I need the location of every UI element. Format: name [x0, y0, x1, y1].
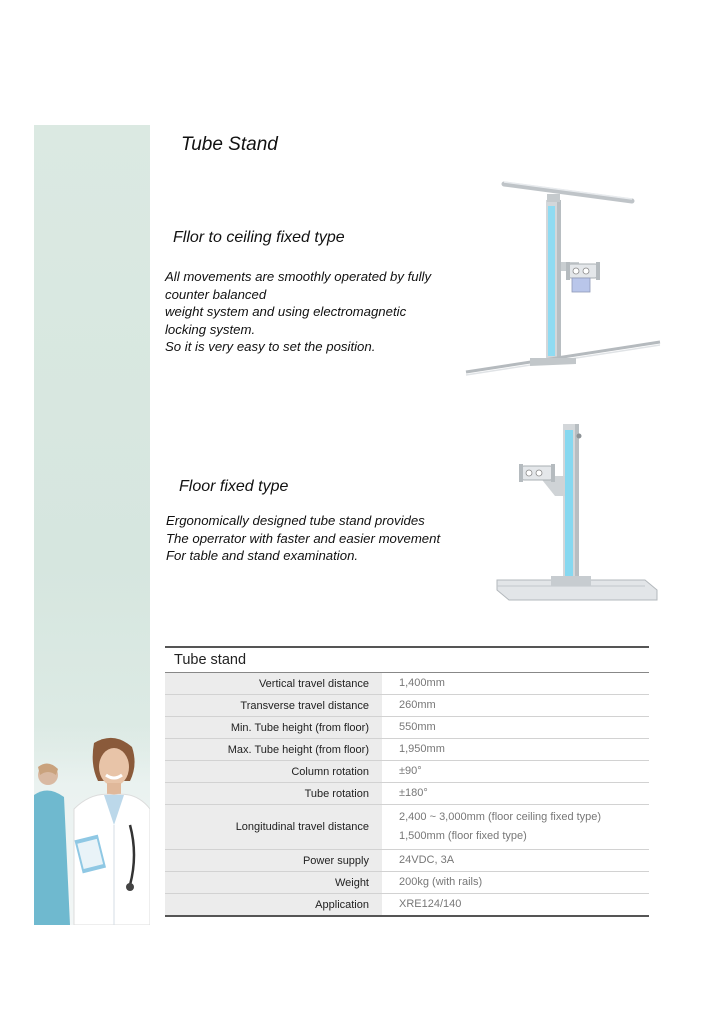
spec-value	[382, 894, 649, 915]
description-line: For table and stand examination.	[166, 548, 359, 563]
spec-value	[382, 783, 649, 804]
spec-value	[382, 673, 649, 694]
spec-label: Transverse travel distance	[165, 695, 382, 716]
spec-value-text: 1,400mm	[399, 677, 445, 689]
table-row	[165, 717, 649, 739]
table-row	[165, 850, 649, 872]
spec-value	[382, 805, 649, 849]
side-band	[34, 125, 150, 925]
spec-value-text: 260mm	[399, 699, 436, 711]
spec-label: Max. Tube height (from floor)	[165, 739, 382, 760]
table-row	[165, 695, 649, 717]
spec-value-text: 1,950mm	[399, 743, 445, 755]
description-line: locking system.	[165, 321, 256, 337]
table-row	[165, 783, 649, 805]
ceiling-type-heading: Fllor to ceiling fixed type	[173, 229, 345, 246]
description-line: Ergonomically designed tube stand provides	[166, 513, 425, 528]
floor-type-heading: Floor fixed type	[179, 478, 289, 495]
spec-label: Application	[165, 894, 382, 915]
spec-table-caption: Tube stand	[165, 648, 649, 673]
spec-value-text: ±180°	[399, 787, 428, 799]
floor-type-description	[166, 512, 440, 565]
spec-value	[382, 695, 649, 716]
table-row	[165, 761, 649, 783]
doctor-photo	[34, 725, 150, 925]
spec-value	[382, 739, 649, 760]
floor-tube-stand-illustration	[495, 420, 661, 606]
table-row	[165, 805, 649, 850]
description-line: The operrator with faster and easier movement	[166, 530, 441, 546]
spec-value-text: 200kg (with rails)	[399, 876, 483, 888]
page-title: Tube Stand	[181, 134, 278, 155]
spec-value	[382, 872, 649, 893]
spec-label: Power supply	[165, 850, 382, 871]
spec-label: Longitudinal travel distance	[165, 805, 382, 849]
spec-value-text: 2,400 ~ 3,000mm (floor ceiling fixed type)	[399, 811, 602, 823]
spec-label: Column rotation	[165, 761, 382, 782]
spec-label: Weight	[165, 872, 382, 893]
spec-value-text: ±90°	[399, 765, 422, 777]
spec-value-text: 1,500mm (floor fixed type)	[399, 830, 527, 842]
spec-table	[165, 646, 649, 917]
spec-value	[382, 850, 649, 871]
ceiling-type-description	[165, 268, 431, 356]
table-row	[165, 739, 649, 761]
description-line: So it is very easy to set the position.	[165, 339, 376, 354]
spec-value	[382, 717, 649, 738]
spec-value-text: XRE124/140	[399, 898, 462, 910]
spec-value	[382, 761, 649, 782]
spec-label: Vertical travel distance	[165, 673, 382, 694]
description-line: counter balanced	[165, 286, 267, 302]
table-row	[165, 894, 649, 915]
ceiling-tube-stand-illustration	[460, 176, 668, 380]
spec-label: Tube rotation	[165, 783, 382, 804]
description-line: weight system and using electromagnetic	[165, 304, 407, 319]
spec-value-text: 24VDC, 3A	[399, 854, 455, 866]
spec-label: Min. Tube height (from floor)	[165, 717, 382, 738]
description-line: All movements are smoothly operated by fully	[165, 269, 432, 284]
table-row	[165, 872, 649, 894]
table-row	[165, 673, 649, 695]
spec-value-text: 550mm	[399, 721, 436, 733]
